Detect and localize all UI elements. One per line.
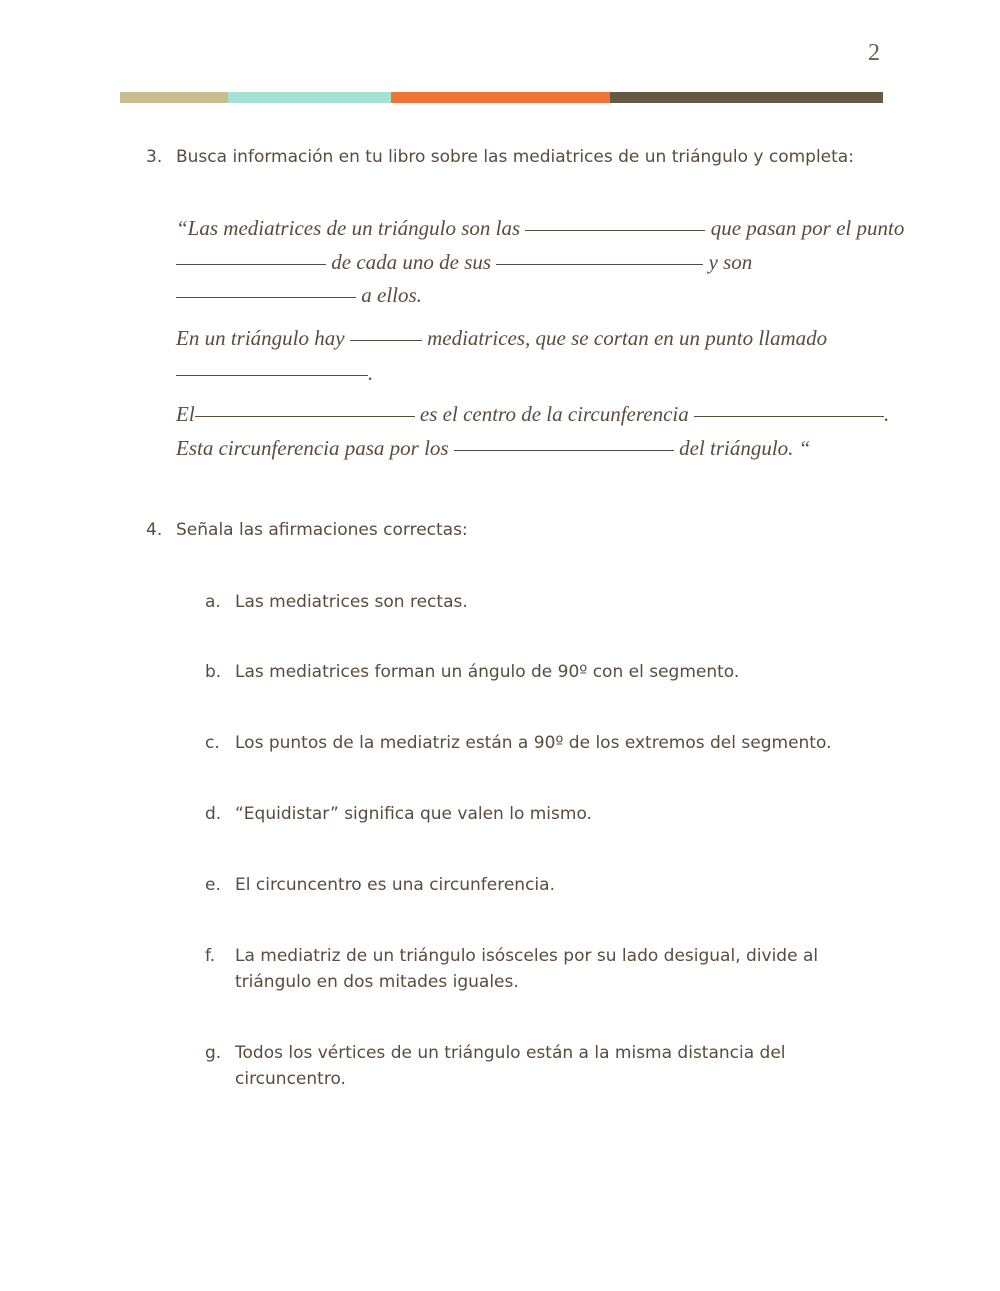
answer-blank[interactable]	[496, 263, 703, 265]
quote-text: de cada uno de sus	[331, 250, 492, 274]
option-letter: e.	[205, 875, 221, 895]
answer-blank[interactable]	[176, 296, 356, 298]
option-text: Las mediatrices forman un ángulo de 90º con el segmento.	[235, 662, 740, 682]
option-text: Las mediatrices son rectas.	[235, 592, 468, 612]
quote-text: del triángulo. “	[679, 436, 811, 460]
option-text: El circuncentro es una circunferencia.	[235, 875, 555, 895]
option-text: Los puntos de la mediatriz están a 90º de los extremos del segmento.	[235, 733, 832, 753]
option-text: La mediatriz de un triángulo isósceles por su lado desigual, divide al triángulo en dos mitades iguales.	[235, 946, 819, 992]
option-letter: d.	[205, 804, 222, 824]
answer-blank[interactable]	[176, 374, 368, 376]
color-bar-segment	[610, 92, 883, 103]
answer-blank[interactable]	[454, 449, 674, 451]
answer-blank[interactable]	[176, 263, 326, 265]
quote-text: En un triángulo hay	[176, 326, 345, 350]
page-number: 2	[868, 40, 880, 66]
quote-text: “Las mediatrices de un triángulo son las	[176, 216, 521, 240]
quote-text: El	[176, 402, 195, 426]
quote-text: .	[368, 361, 374, 385]
option-letter: a.	[205, 592, 221, 612]
quote-line	[176, 216, 904, 241]
answer-option[interactable]	[205, 589, 895, 615]
quote-text: a ellos.	[361, 283, 422, 307]
option-text: “Equidistar” significa que valen lo mismo.	[235, 804, 592, 824]
quote-line	[176, 361, 373, 386]
option-letter: g.	[205, 1043, 222, 1063]
color-bar-segment	[228, 92, 391, 103]
quote-text: que pasan por el punto	[710, 216, 905, 240]
quote-line	[176, 326, 827, 351]
quote-text: y son	[708, 250, 753, 274]
option-text: Todos los vértices de un triángulo están a la misma distancia del circuncentro.	[235, 1043, 786, 1089]
answer-option[interactable]	[205, 1040, 895, 1092]
answer-option[interactable]	[205, 801, 895, 827]
question-number: 3.	[146, 147, 163, 167]
option-letter: b.	[205, 662, 222, 682]
decorative-color-bar	[120, 92, 883, 103]
quote-text: mediatrices, que se cortan en un punto llamado	[427, 326, 828, 350]
quote-text: es el centro de la circunferencia	[419, 402, 689, 426]
answer-option[interactable]	[205, 872, 895, 898]
answer-option[interactable]	[205, 943, 895, 995]
question-4	[146, 517, 468, 543]
answer-blank[interactable]	[350, 339, 422, 341]
answer-option[interactable]	[205, 730, 895, 756]
quote-line	[176, 436, 810, 461]
quote-line	[176, 283, 422, 308]
answer-blank[interactable]	[195, 415, 415, 417]
question-prompt: Señala las afirmaciones correctas:	[176, 520, 468, 540]
quote-line	[176, 250, 752, 275]
question-number: 4.	[146, 520, 163, 540]
quote-line	[176, 402, 889, 427]
option-letter: f.	[205, 946, 216, 966]
question-3	[146, 144, 854, 170]
quote-text: .	[884, 402, 890, 426]
option-letter: c.	[205, 733, 220, 753]
color-bar-segment	[120, 92, 228, 103]
quote-text: Esta circunferencia pasa por los	[176, 436, 449, 460]
answer-blank[interactable]	[525, 229, 705, 231]
color-bar-segment	[391, 92, 610, 103]
answer-option[interactable]	[205, 659, 895, 685]
answer-blank[interactable]	[694, 415, 884, 417]
question-prompt: Busca información en tu libro sobre las mediatrices de un triángulo y completa:	[176, 147, 854, 167]
